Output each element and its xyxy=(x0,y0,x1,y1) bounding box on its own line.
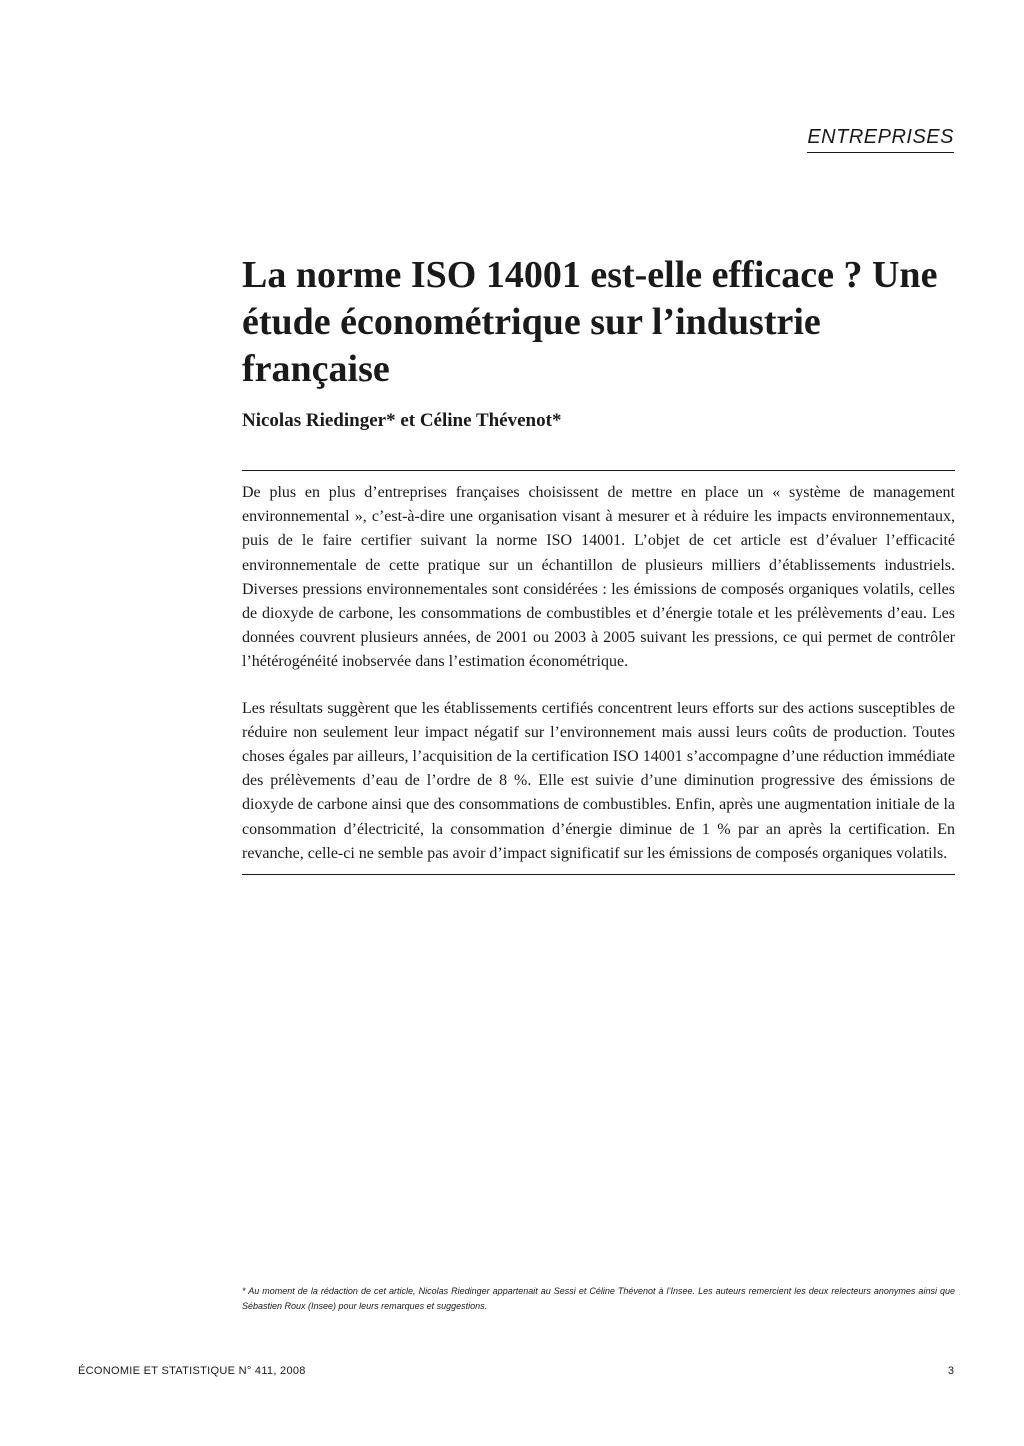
abstract-paragraph-1: De plus en plus d’entreprises françaises choisissent de mettre en place un « système de management environnemental », c’est-à-dire une organisation visant à mesurer et à réduire les impacts environnementaux, puis de le faire certifier suivant la norme ISO 14001. L’objet de cet article est d’évaluer l’efficacité environnementale de cette pratique sur un échantillon de plusieurs milliers d’établissements industriels. Diverses pressions environnementales sont considérées : les émissions de composés organiques volatils, celles de dioxyde de carbone, les consommations de combustibles et d’énergie totale et les prélèvements d’eau. Les données couvrent plusieurs années, de 2001 ou 2003 à 2005 suivant les pressions, ce qui permet de contrôler l’hétérogénéité inobservée dans l’estimation économétrique. xyxy=(242,484,955,671)
page-number: 3 xyxy=(947,1365,954,1377)
journal-reference: ÉCONOMIE ET STATISTIQUE N° 411, 2008 xyxy=(78,1365,306,1377)
abstract-box xyxy=(242,470,955,875)
article-title: La norme ISO 14001 est-elle efficace ? Une étude économétrique sur l’industrie française xyxy=(242,254,938,390)
article-authors: Nicolas Riedinger* et Céline Thévenot* xyxy=(242,410,562,431)
author-footnote: * Au moment de la rédaction de cet article, Nicolas Riedinger appartenait au Sessi et Céline Thévenot à l’Insee. Les auteurs remercient les deux relecteurs anonymes ainsi que Sébastien Roux (Insee) pour leurs remarques et suggestions. xyxy=(242,1286,955,1311)
section-label: ENTREPRISES xyxy=(807,126,954,153)
abstract-paragraph-2: Les résultats suggèrent que les établissements certifiés concentrent leurs efforts sur des actions susceptibles de réduire non seulement leur impact négatif sur l’environnement mais aussi leurs coûts de production. Toutes choses égales par ailleurs, l’acquisition de la certification ISO 14001 s’accompagne d’une réduction immédiate des prélèvements d’eau de l’ordre de 8 %. Elle est suivie d’une diminution progressive des émissions de dioxyde de carbone ainsi que des consommations de combustibles. Enfin, après une augmentation initiale de la consommation d’électricité, la consommation d’énergie diminue de 1 % par an après la certification. En revanche, celle-ci ne semble pas avoir d’impact significatif sur les émissions de composés organiques volatils. xyxy=(242,699,955,862)
